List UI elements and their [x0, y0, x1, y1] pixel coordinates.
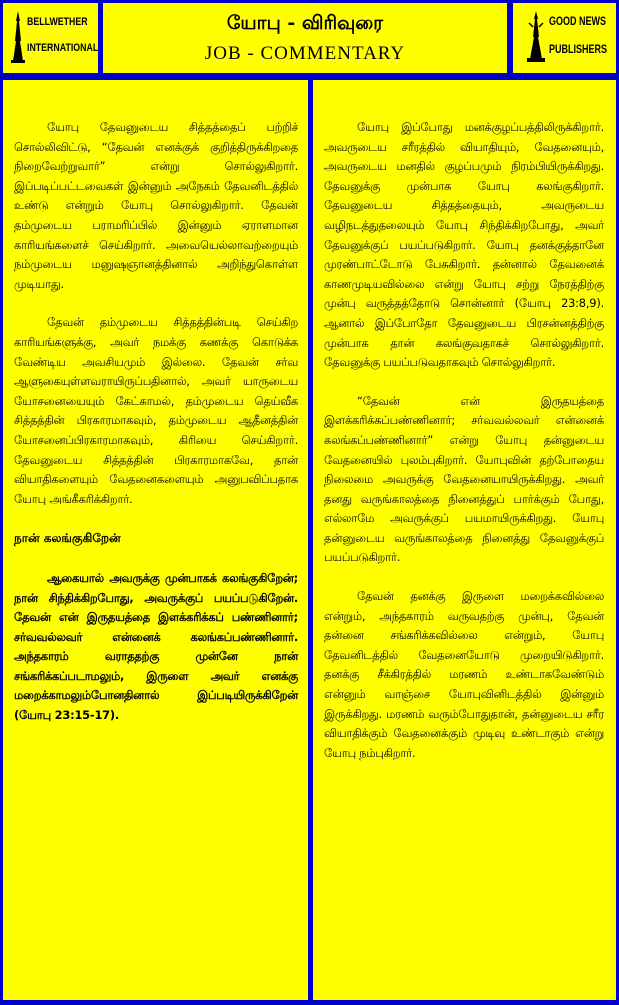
left-paragraph-2: தேவன் தம்முடைய சித்தத்தின்படி செய்கிற காரியங்களுக்கு, அவர் நமக்கு கணக்கு கொடுக்க வேண்டிய அவசியமும் இல்லை. தேவன் சர்வ ஆளுகையுள்ளவராயிருப்பதினால், அவர் யாருடைய யோசனையையும் கேட்காமல், தம்முடைய தெய்வீக சித்தத்தின் பிரகாரமாகவும், தம்முடைய ஆதீனத்தின் யோசனைப்பிரகாரமாகவும், கிரியை செய்கிறார். தேவனுடைய சித்தத்தின் பிரகாரமாகவே, தான் வியாதிகளையும் வேதனைகளையும் அனுபவிப்பதாக யோபு அங்கீகரிக்கிறார். [14, 315, 298, 506]
tower-icon [527, 11, 545, 63]
good-news-logo [513, 3, 616, 73]
section-heading: நான் கலங்குகிறேன் [14, 531, 121, 546]
scripture-verse: ஆகையால் அவருக்கு முன்பாகக் கலங்குகிறேன்; நான் சிந்திக்கிறபோது, அவருக்குப் பயப்படுகிறேன். தேவன் என் இருதயத்தை இளக்கரிக்கப் பண்ணினார்; சர்வவல்லவர் என்னைக் கலங்கப்பண்ணினார். அந்தகாரம் வராததற்கு முன்னே நான் சங்கரிக்கப்படாமலும், இருளை அவர் எனக்கு மறைக்காமலும்போனதினால் இப்படியிருக்கிறேன் (யோபு 23:15-17). [14, 571, 298, 722]
left-column [3, 80, 308, 1000]
title-tamil: யோபு - விரிவுரை [226, 12, 384, 34]
bellwether-logo [3, 3, 98, 73]
logo-left-line1: BELLWETHER [27, 16, 88, 28]
title-english: JOB - COMMENTARY [204, 43, 406, 64]
logo-left-text [27, 13, 98, 57]
right-column [313, 80, 616, 1000]
page-header [0, 0, 619, 78]
left-paragraph-1: யோபு தேவனுடைய சித்தத்தைப் பற்றிச் சொல்லிவிட்டு, “தேவன் எனக்குக் குறித்திருக்கிறதை நிறைவேற்றுவார்” என்று சொல்லுகிறார். இப்படிப்பட்டவைகள் இன்னும் அநேகம் தேவனிடத்தில் உண்டு என்றும் யோபு சொல்லுகிறார். தேவன் தம்முடைய பராமரிப்பில் இன்னும் ஏராளமான காரியங்களைச் செய்கிறார். அவையெல்லாவற்றையும் நம்முடைய மனுஷஞானத்தினால் அறிந்துகொள்ள முடியாது. [14, 120, 298, 291]
logo-right-line1: GOOD NEWS [549, 14, 607, 28]
logo-right-line2: PUBLISHERS [549, 42, 608, 56]
right-paragraph-1: யோபு இப்போது மனக்குழப்பத்திலிருக்கிறார். அவருடைய சரீரத்தில் வியாதியும், வேதனையும், அவருடைய மனதில் குழப்பமும் நிரம்பியிருக்கிறது. தேவனுக்கு முன்பாக யோபு கலங்குகிறார். தேவனுடைய சித்தத்தையும், அவருடைய வழிநடத்துதலையும் யோபு சிந்திக்கிறபோது, அவர் தேவனுக்குப் பயப்படுகிறார். யோபு தனக்குத்தானே முரண்பாட்டோடு பேசுகிறார். தன்னால் தேவனைக் காணமுடியவில்லை என்று யோபு சற்று நேரத்திற்கு முன்பு வருத்தத்தோடு சொன்னார் (யோபு 23:8,9). ஆனால் இப்போதோ தேவனுடைய பிரசன்னத்திற்கு முன்பாக தான் கலங்குவதாகச் சொல்லுகிறார். தேவனுக்கு பயப்படுவதாகவும் சொல்லுகிறார். [324, 120, 604, 370]
right-paragraph-2: “தேவன் என் இருதயத்தை இளக்கரிக்கப்பண்ணினார்; சர்வவல்லவர் என்னைக் கலங்கப்பண்ணினார்” என்று யோபு தன்னுடைய வேதனையில் புலம்புகிறார். யோபுவின் தற்போதைய நிலைமை அவருக்கு வேதனையாயிருக்கிறது. அவர் தனது வருங்காலத்தை நினைத்துப் பார்க்கும் போது, எல்லாமே அவருக்குப் பயமாயிருக்கிறது. யோபு தன்னுடைய வருங்காலத்தை நினைத்து தேவனுக்குப் பயப்படுகிறார். [324, 393, 604, 565]
right-paragraph-3: தேவன் தனக்கு இருளை மறைக்கவில்லை என்றும், அந்தகாரம் வருவதற்கு முன்பு, தேவன் தன்னை சங்கரிக்கவில்லை என்றும், யோபு தேவனிடத்தில் வேதனையோடு முறையிடுகிறார். தனக்கு சீக்கிரத்தில் மரணம் உண்டாகவேண்டும் என்னும் வாஞ்சை யோபுவினிடத்தில் இன்னும் இருக்கிறது. மரணம் வரும்போதுதான், தன்னுடைய சரீர வியாதிக்கும் வேதனைக்கும் முடிவு உண்டாகும் என்று யோபு நம்புகிறார். [324, 589, 604, 760]
title-box [103, 3, 507, 73]
logo-right-text [549, 12, 607, 58]
logo-left-line2: INTERNATIONAL [27, 42, 99, 54]
tower-icon [11, 11, 25, 63]
